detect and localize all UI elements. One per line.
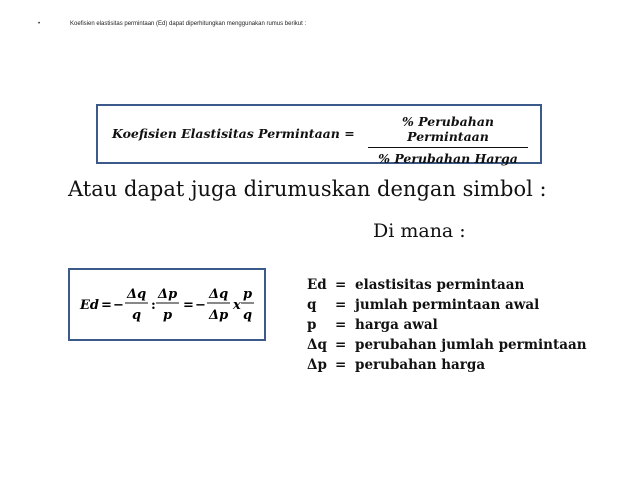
def-equals: = — [335, 337, 347, 353]
def-symbol: Δp — [307, 357, 327, 373]
formula-left-side: Koefisien Elastisitas Permintaan = — [112, 126, 355, 141]
def-equals: = — [335, 277, 347, 293]
symbol-formula — [70, 270, 264, 339]
fraction-bar — [368, 147, 528, 148]
def-meaning: jumlah permintaan awal — [355, 297, 540, 313]
colon-op: : — [151, 298, 156, 313]
ed-symbol: Ed — [80, 298, 99, 313]
frac2-den: p — [163, 308, 173, 323]
formula-denominator: % Perubahan Harga — [378, 151, 518, 166]
def-symbol: p — [307, 317, 317, 333]
formula-fraction — [360, 114, 536, 166]
def-meaning: perubahan jumlah permintaan — [355, 337, 587, 353]
def-symbol: q — [307, 297, 317, 313]
formula-numerator: % Perubahan Permintaan — [401, 114, 495, 144]
main-formula-box — [96, 104, 542, 164]
definition-row — [307, 275, 587, 295]
times-op: x — [233, 298, 241, 313]
frac1-num: Δq — [127, 287, 147, 302]
frac3-num: Δq — [209, 287, 229, 302]
intro-text: Koefisien elastisitas permintaan (Ed) dapat diperhitungkan menggunakan rumus berikut : — [70, 21, 307, 27]
def-equals: = — [335, 357, 347, 373]
minus-1: − — [113, 298, 124, 313]
definitions-list — [307, 275, 587, 375]
def-meaning: harga awal — [355, 317, 438, 333]
symbol-formula-box — [68, 268, 266, 341]
frac4-den: q — [243, 308, 253, 323]
where-label: Di mana : — [373, 220, 466, 242]
def-symbol: Δq — [307, 337, 327, 353]
definition-row — [307, 335, 587, 355]
bullet-marker: • — [38, 21, 41, 27]
def-meaning: elastisitas permintaan — [355, 277, 525, 293]
equals-2: = — [183, 298, 194, 313]
def-meaning: perubahan harga — [355, 357, 486, 373]
minus-2: − — [195, 298, 206, 313]
frac4-num: p — [243, 287, 253, 302]
def-equals: = — [335, 317, 347, 333]
alternate-formula-heading: Atau dapat juga dirumuskan dengan simbol : — [68, 177, 547, 201]
definition-row — [307, 315, 587, 335]
definition-row — [307, 355, 587, 375]
def-symbol: Ed — [307, 277, 327, 293]
def-equals: = — [335, 297, 347, 313]
equals-1: = — [101, 298, 112, 313]
frac3-den: Δp — [209, 308, 229, 323]
definition-row — [307, 295, 587, 315]
frac1-den: q — [132, 308, 142, 323]
frac2-num: Δp — [158, 287, 178, 302]
